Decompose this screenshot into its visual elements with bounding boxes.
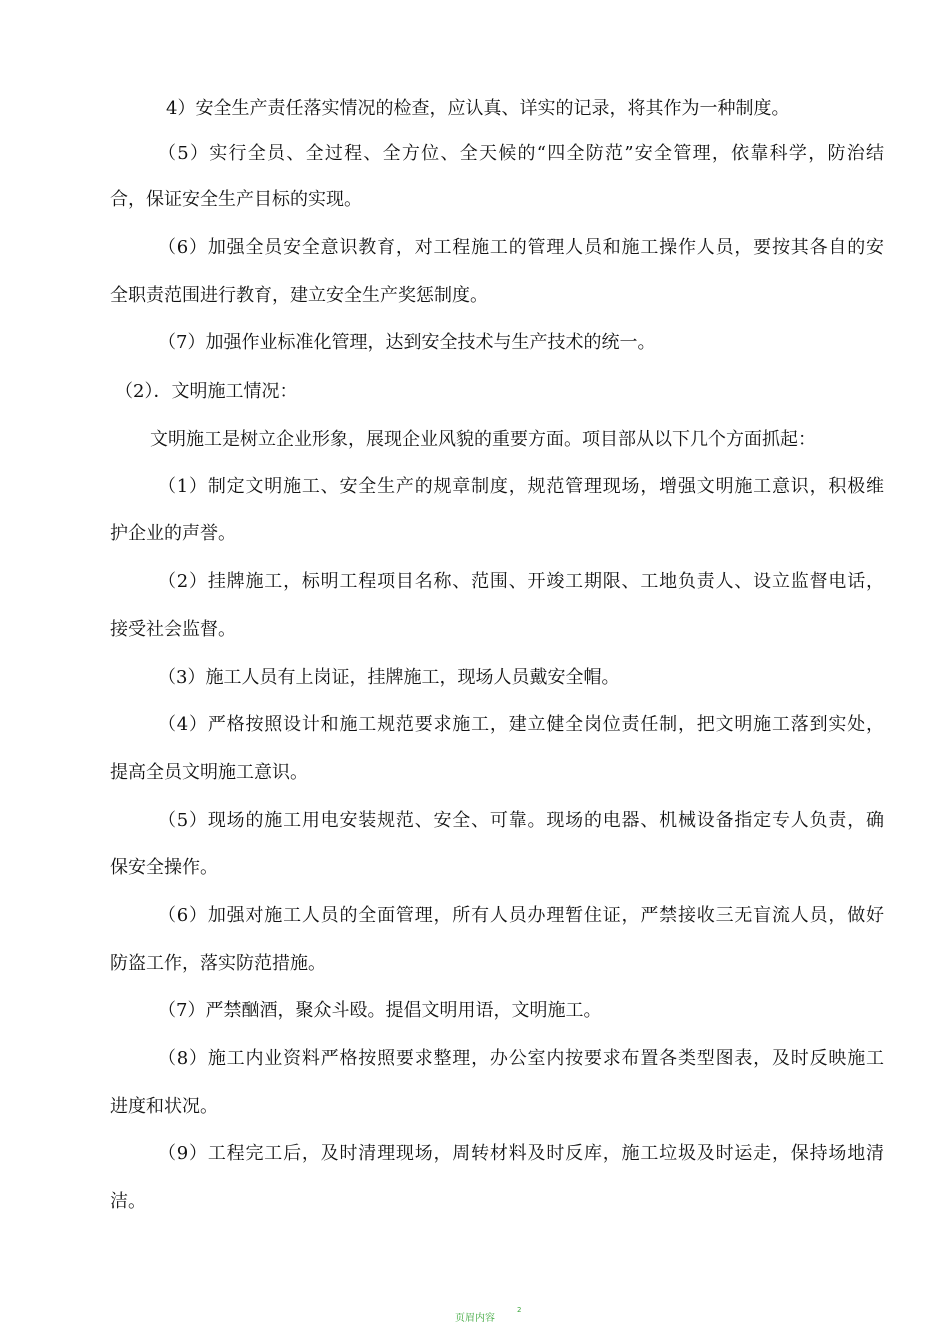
paragraph-line: 保安全操作。 (110, 857, 218, 878)
paragraph-line: （2）挂牌施工，标明工程项目名称、范围、开竣工期限、工地负责人、设立监督电话， (158, 571, 884, 592)
paragraph-line: （6）加强对施工人员的全面管理，所有人员办理暂住证，严禁接收三无盲流人员，做好 (158, 905, 884, 926)
paragraph-line: （5）现场的施工用电安装规范、安全、可靠。现场的电器、机械设备指定专人负责，确 (158, 810, 884, 831)
paragraph-line: （4）严格按照设计和施工规范要求施工，建立健全岗位责任制，把文明施工落到实处， (158, 714, 884, 735)
paragraph-line: （1）制定文明施工、安全生产的规章制度，规范管理现场，增强文明施工意识，积极维 (158, 476, 884, 497)
paragraph-line: 提高全员文明施工意识。 (110, 762, 308, 783)
paragraph-line: （7）加强作业标准化管理，达到安全技术与生产技术的统一。 (158, 332, 656, 353)
paragraph-line: 全职责范围进行教育，建立安全生产奖惩制度。 (110, 285, 488, 306)
paragraph-line: （7）严禁酗酒，聚众斗殴。提倡文明用语，文明施工。 (158, 1000, 602, 1021)
paragraph-line: 护企业的声誉。 (110, 523, 236, 544)
paragraph-line: （9）工程完工后，及时清理现场，周转材料及时反库，施工垃圾及时运走，保持场地清 (158, 1143, 884, 1164)
paragraph-line: 防盗工作，落实防范措施。 (110, 953, 326, 974)
paragraph-line: 洁。 (110, 1191, 146, 1212)
paragraph-line: （6）加强全员安全意识教育，对工程施工的管理人员和施工操作人员，要按其各自的安 (158, 237, 884, 258)
section-heading: （2）．文明施工情况： (115, 381, 298, 402)
paragraph-line: 合，保证安全生产目标的实现。 (110, 189, 362, 210)
paragraph-line: 进度和状况。 (110, 1096, 218, 1117)
paragraph-line: 接受社会监督。 (110, 619, 236, 640)
page-footer: 页眉内容 (455, 1313, 495, 1324)
page-number: 2 (517, 1306, 522, 1314)
paragraph-line: 4）安全生产责任落实情况的检查，应认真、详实的记录，将其作为一种制度。 (166, 98, 790, 119)
paragraph-line: （8）施工内业资料严格按照要求整理，办公室内按要求布置各类型图表，及时反映施工 (158, 1048, 884, 1069)
paragraph-line: （5）实行全员、全过程、全方位、全天候的“四全防范”安全管理，依靠科学，防治结 (158, 143, 884, 164)
paragraph-line: （3）施工人员有上岗证，挂牌施工，现场人员戴安全帽。 (158, 667, 620, 688)
paragraph-line: 文明施工是树立企业形象，展现企业风貌的重要方面。项目部从以下几个方面抓起： (150, 429, 816, 450)
